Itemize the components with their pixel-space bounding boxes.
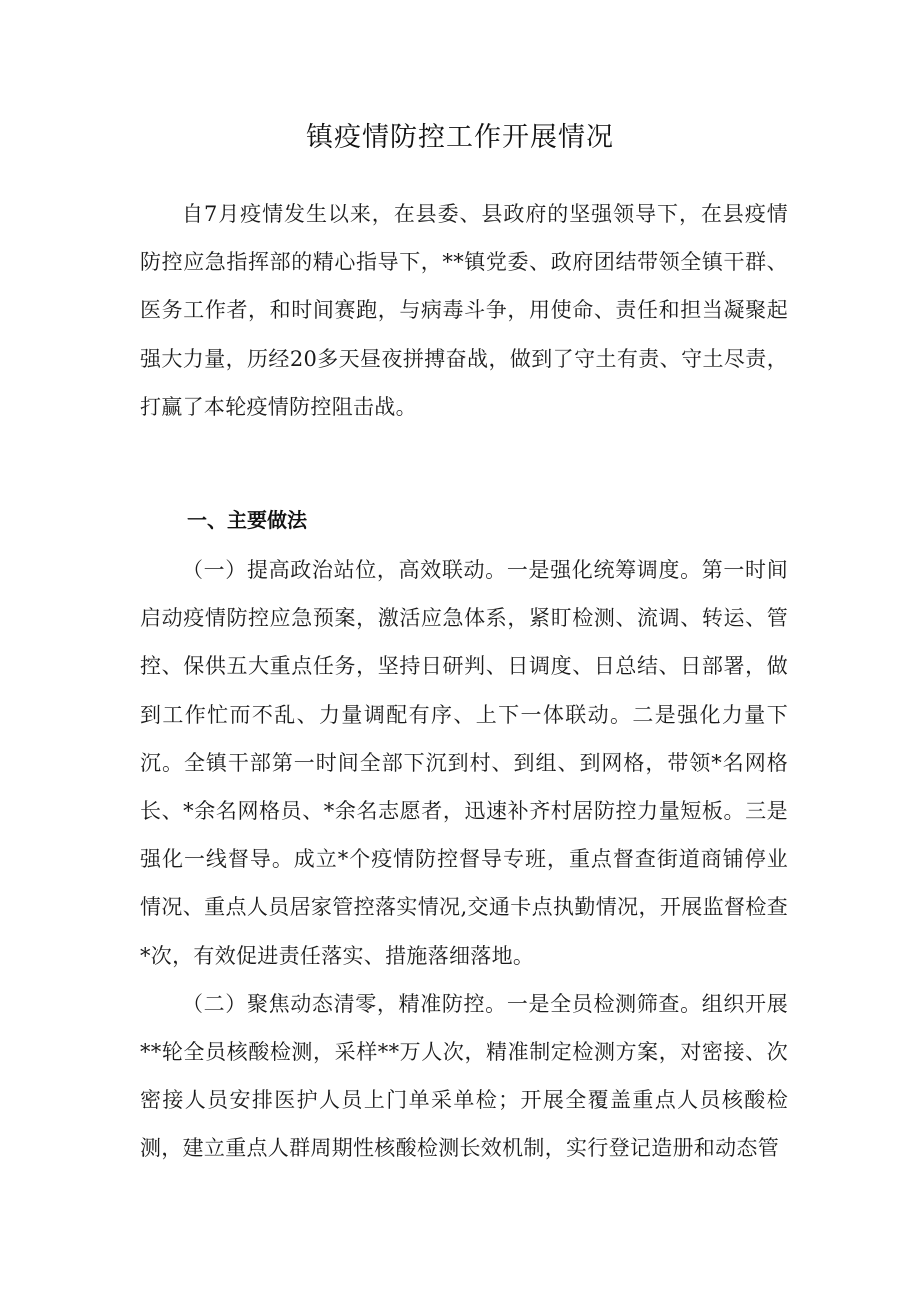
intro-paragraph: 自7月疫情发生以来，在县委、县政府的坚强领导下，在县疫情防控应急指挥部的精心指导下，**镇党委、政府团结带领全镇干群、医务工作者，和时间赛跑，与病毒斗争，用使命、责任和担当凝聚起强大力量，历经20多天昼夜拼搏奋战，做到了守土有责、守土尽责，打赢了本轮疫情防控阻击战。: [140, 202, 788, 419]
document-title: 镇疫情防控工作开展情况: [306, 122, 614, 153]
body-paragraph-2: （二）聚焦动态清零，精准防控。一是全员检测筛查。组织开展**轮全员核酸检测，采样**万人次，精准制定检测方案，对密接、次密接人员安排医护人员上门单采单检；开展全覆盖重点人员核酸检测，建立重点人群周期性核酸检测长效机制，实行登记造册和动态管: [140, 991, 788, 1161]
body-paragraph-1: （一）提高政治站位，高效联动。一是强化统筹调度。第一时间启动疫情防控应急预案，激活应急体系，紧盯检测、流调、转运、管控、保供五大重点任务，坚持日研判、日调度、日总结、日部署，做到工作忙而不乱、力量调配有序、上下一体联动。二是强化力量下沉。全镇干部第一时间全部下沉到村、到组、到网格，带领*名网格长、*余名网格员、*余名志愿者，迅速补齐村居防控力量短板。三是强化一线督导。成立*个疫情防控督导专班，重点督查街道商铺停业情况、重点人员居家管控落实情况,交通卡点执勤情况，开展监督检查*次，有效促进责任落实、措施落细落地。: [140, 558, 788, 968]
intro-block: [140, 190, 788, 431]
section-heading: 一、主要做法: [187, 508, 307, 532]
section-body: [140, 546, 788, 1173]
